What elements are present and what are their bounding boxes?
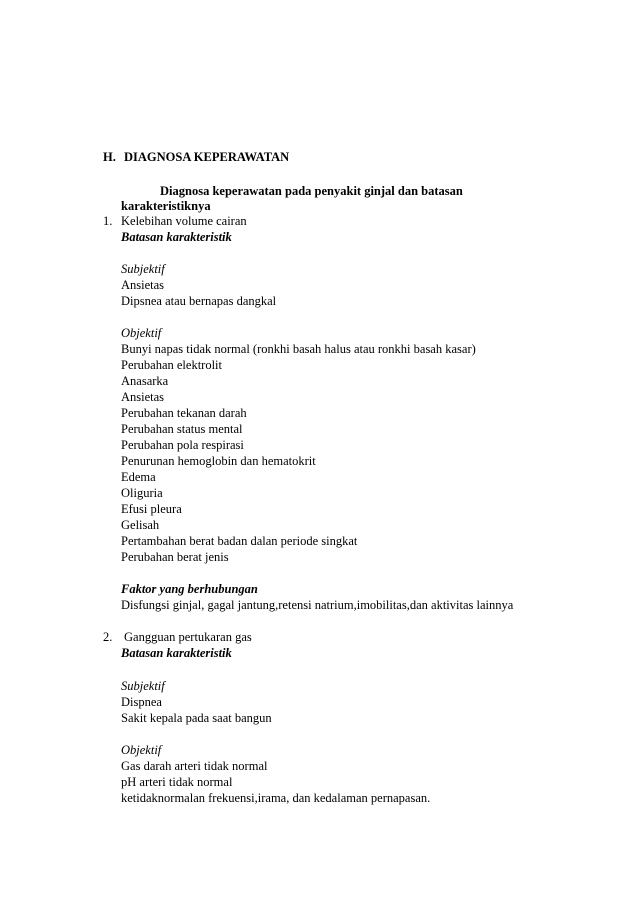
list-item: Oliguria — [121, 486, 163, 500]
item-1-faktor-label: Faktor yang berhubungan — [121, 582, 258, 596]
item-2-objektif-label: Objektif — [121, 743, 162, 757]
list-item: Bunyi napas tidak normal (ronkhi basah halus atau ronkhi basah kasar) — [121, 342, 476, 356]
list-item: Pertambahan berat badan dalan periode singkat — [121, 534, 358, 548]
section-heading-title: DIAGNOSA KEPERAWATAN — [124, 150, 290, 164]
item-1-subjektif-label: Subjektif — [121, 262, 165, 276]
intro-line-2: karakteristiknya — [121, 199, 211, 213]
list-item: Sakit kepala pada saat bangun — [121, 711, 272, 725]
list-item: Dispnea — [121, 695, 162, 709]
item-2-batasan-label: Batasan karakteristik — [121, 646, 232, 660]
list-item: Perubahan tekanan darah — [121, 406, 247, 420]
list-item: Dipsnea atau bernapas dangkal — [121, 294, 277, 308]
list-item: Penurunan hemoglobin dan hematokrit — [121, 454, 316, 468]
section-heading-number: H. — [103, 150, 116, 164]
item-2-number: 2. — [103, 630, 113, 644]
list-item: pH arteri tidak normal — [121, 775, 233, 789]
item-2-title: Gangguan pertukaran gas — [124, 630, 252, 644]
list-item: Perubahan status mental — [121, 422, 243, 436]
list-item: Perubahan elektrolit — [121, 358, 223, 372]
list-item: Ansietas — [121, 278, 165, 292]
intro-line-1: Diagnosa keperawatan pada penyakit ginjal dan batasan — [160, 184, 463, 198]
item-1-title: Kelebihan volume cairan — [121, 214, 247, 228]
list-item: Gas darah arteri tidak normal — [121, 759, 268, 773]
item-1-batasan-label: Batasan karakteristik — [121, 230, 232, 244]
item-1-number: 1. — [103, 214, 113, 228]
list-item: Perubahan pola respirasi — [121, 438, 244, 452]
list-item: Ansietas — [121, 390, 165, 404]
item-1-faktor-text: Disfungsi ginjal, gagal jantung,retensi natrium,imobilitas,dan aktivitas lainnya — [121, 598, 514, 612]
item-2-subjektif-label: Subjektif — [121, 679, 165, 693]
list-item: Perubahan berat jenis — [121, 550, 229, 564]
list-item: Efusi pleura — [121, 502, 182, 516]
list-item: Anasarka — [121, 374, 169, 388]
list-item: Gelisah — [121, 518, 160, 532]
list-item: ketidaknormalan frekuensi,irama, dan kedalaman pernapasan. — [121, 791, 431, 805]
list-item: Edema — [121, 470, 156, 484]
item-1-objektif-label: Objektif — [121, 326, 162, 340]
